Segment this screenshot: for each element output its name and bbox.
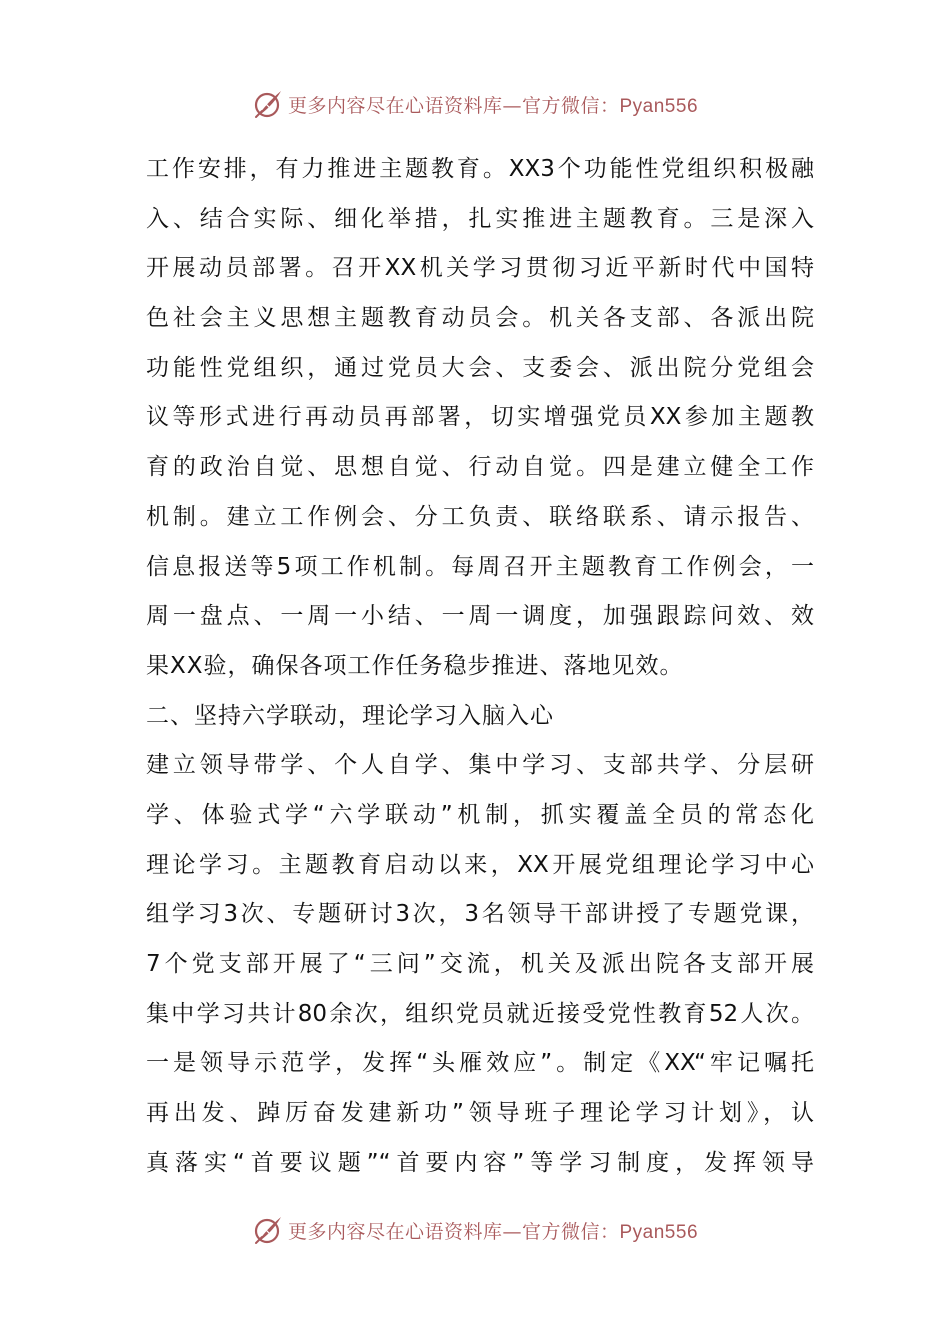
quill-pen-icon [252,88,284,120]
body-line: 组学习3次、专题研讨3次，3名领导干部讲授了专题党课， [146,901,814,928]
watermark-wechat-id: Pyan556 [619,95,699,117]
quill-pen-icon [252,1214,284,1246]
watermark-text [288,91,698,118]
watermark-slogan: 更多内容尽在心语资料库—官方微信： [287,94,620,117]
body-line: 工作安排，有力推进主题教育。XX3个功能性党组织积极融 [146,156,814,182]
watermark-header [0,84,950,124]
watermark-text [288,1217,698,1244]
body-line: 入、结合实际、细化举措，扎实推进主题教育。三是深入 [146,205,814,232]
body-line: 学、体验式学“六学联动”机制，抓实覆盖全员的常态化 [146,801,814,828]
body-line: 开展动员部署。召开XX机关学习贯彻习近平新时代中国特 [146,255,814,282]
body-line: 色社会主义思想主题教育动员会。机关各支部、各派出院 [146,305,814,332]
section-heading: 二、坚持六学联动，理论学习入脑入心 [146,702,554,729]
body-line: 议等形式进行再动员再部署，切实增强党员XX参加主题教 [146,404,814,431]
body-line: 一是领导示范学，发挥“头雁效应”。制定《XX“牢记嘱托 [146,1050,814,1077]
body-line: 果XX验，确保各项工作任务稳步推进、落地见效。 [146,652,684,679]
body-line: 信息报送等5项工作机制。每周召开主题教育工作例会，一 [146,553,814,580]
watermark-slogan: 更多内容尽在心语资料库—官方微信： [287,1220,620,1243]
watermark-footer [0,1210,950,1250]
document-body [146,145,814,1188]
watermark-wechat-id: Pyan556 [619,1221,699,1243]
body-line: 机制。建立工作例会、分工负责、联络联系、请示报告、 [146,503,814,530]
body-line: 7个党支部开展了“三问”交流，机关及派出院各支部开展 [146,951,814,977]
body-line: 育的政治自觉、思想自觉、行动自觉。四是建立健全工作 [146,454,814,481]
body-line: 再出发、踔厉奋发建新功”领导班子理论学习计划》，认 [146,1100,814,1127]
body-line: 集中学习共计80余次，组织党员就近接受党性教育52人次。 [146,1000,814,1027]
body-line: 理论学习。主题教育启动以来，XX开展党组理论学习中心 [146,851,814,878]
body-line: 功能性党组织，通过党员大会、支委会、派出院分党组会 [146,354,814,381]
body-line: 真落实“首要议题”“首要内容”等学习制度，发挥领导 [146,1149,814,1176]
body-line: 建立领导带学、个人自学、集中学习、支部共学、分层研 [146,752,814,779]
body-line: 周一盘点、一周一小结、一周一调度，加强跟踪问效、效 [146,603,814,630]
